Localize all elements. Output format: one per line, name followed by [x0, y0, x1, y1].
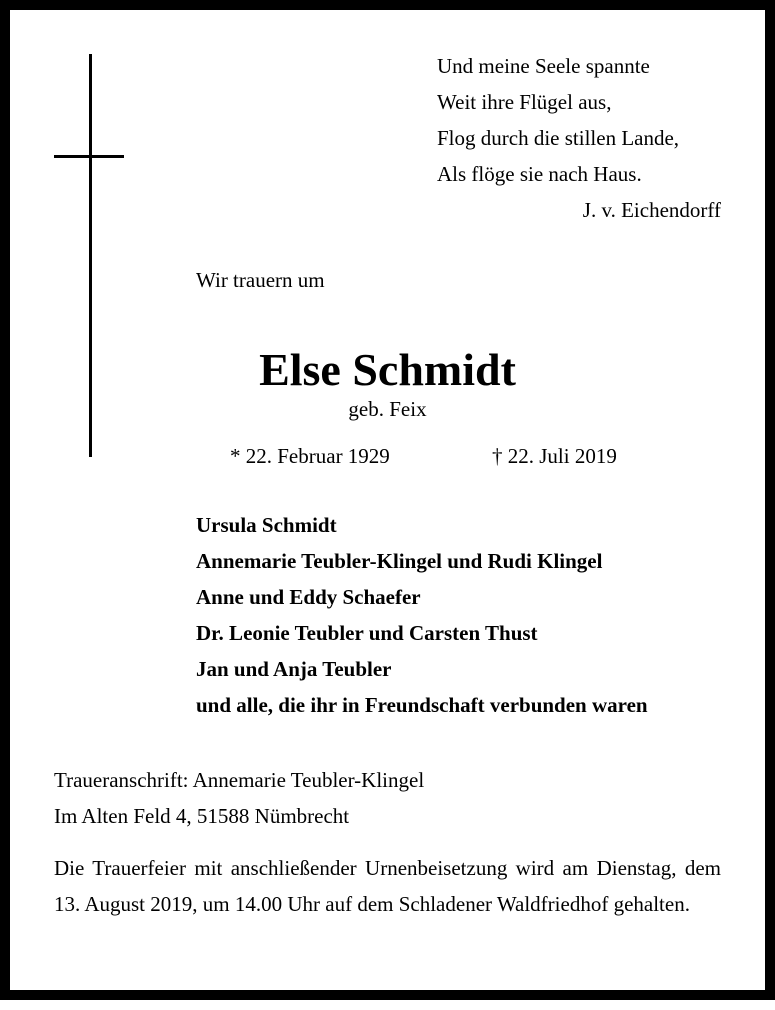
funeral-service-info: Die Trauerfeier mit anschließender Urnenbeisetzung wird am Dienstag, dem 13. August 2019, um 14.00 Uhr auf dem Schladener Waldfriedhof gehalten.	[54, 856, 721, 916]
poem-author: J. v. Eichendorff	[582, 198, 721, 222]
poem-quote	[437, 48, 721, 228]
mourner-entry: Anne und Eddy Schaefer	[196, 585, 421, 609]
poem-line: Als flöge sie nach Haus.	[437, 162, 642, 186]
intro-text: Wir trauern um	[196, 268, 325, 292]
death-date: † 22. Juli 2019	[492, 444, 617, 468]
mourner-entry: Ursula Schmidt	[196, 513, 337, 537]
deceased-name: Else Schmidt	[259, 344, 516, 395]
mourning-address	[54, 762, 424, 834]
address-line: Traueranschrift: Annemarie Teubler-Klingel	[54, 768, 425, 792]
address-line: Im Alten Feld 4, 51588 Nümbrecht	[54, 804, 350, 828]
poem-line: Weit ihre Flügel aus,	[437, 90, 612, 114]
mourner-entry: Dr. Leonie Teubler und Carsten Thust	[196, 621, 538, 645]
birth-date: * 22. Februar 1929	[230, 444, 390, 468]
birth-name: geb. Feix	[348, 397, 427, 421]
mourner-entry: und alle, die ihr in Freundschaft verbunden waren	[196, 693, 648, 717]
poem-line: Und meine Seele spannte	[437, 54, 650, 78]
mourner-entry: Annemarie Teubler-Klingel und Rudi Klingel	[196, 549, 603, 573]
mourners-list	[196, 507, 648, 723]
poem-line: Flog durch die stillen Lande,	[437, 126, 680, 150]
mourner-entry: Jan und Anja Teubler	[196, 657, 392, 681]
